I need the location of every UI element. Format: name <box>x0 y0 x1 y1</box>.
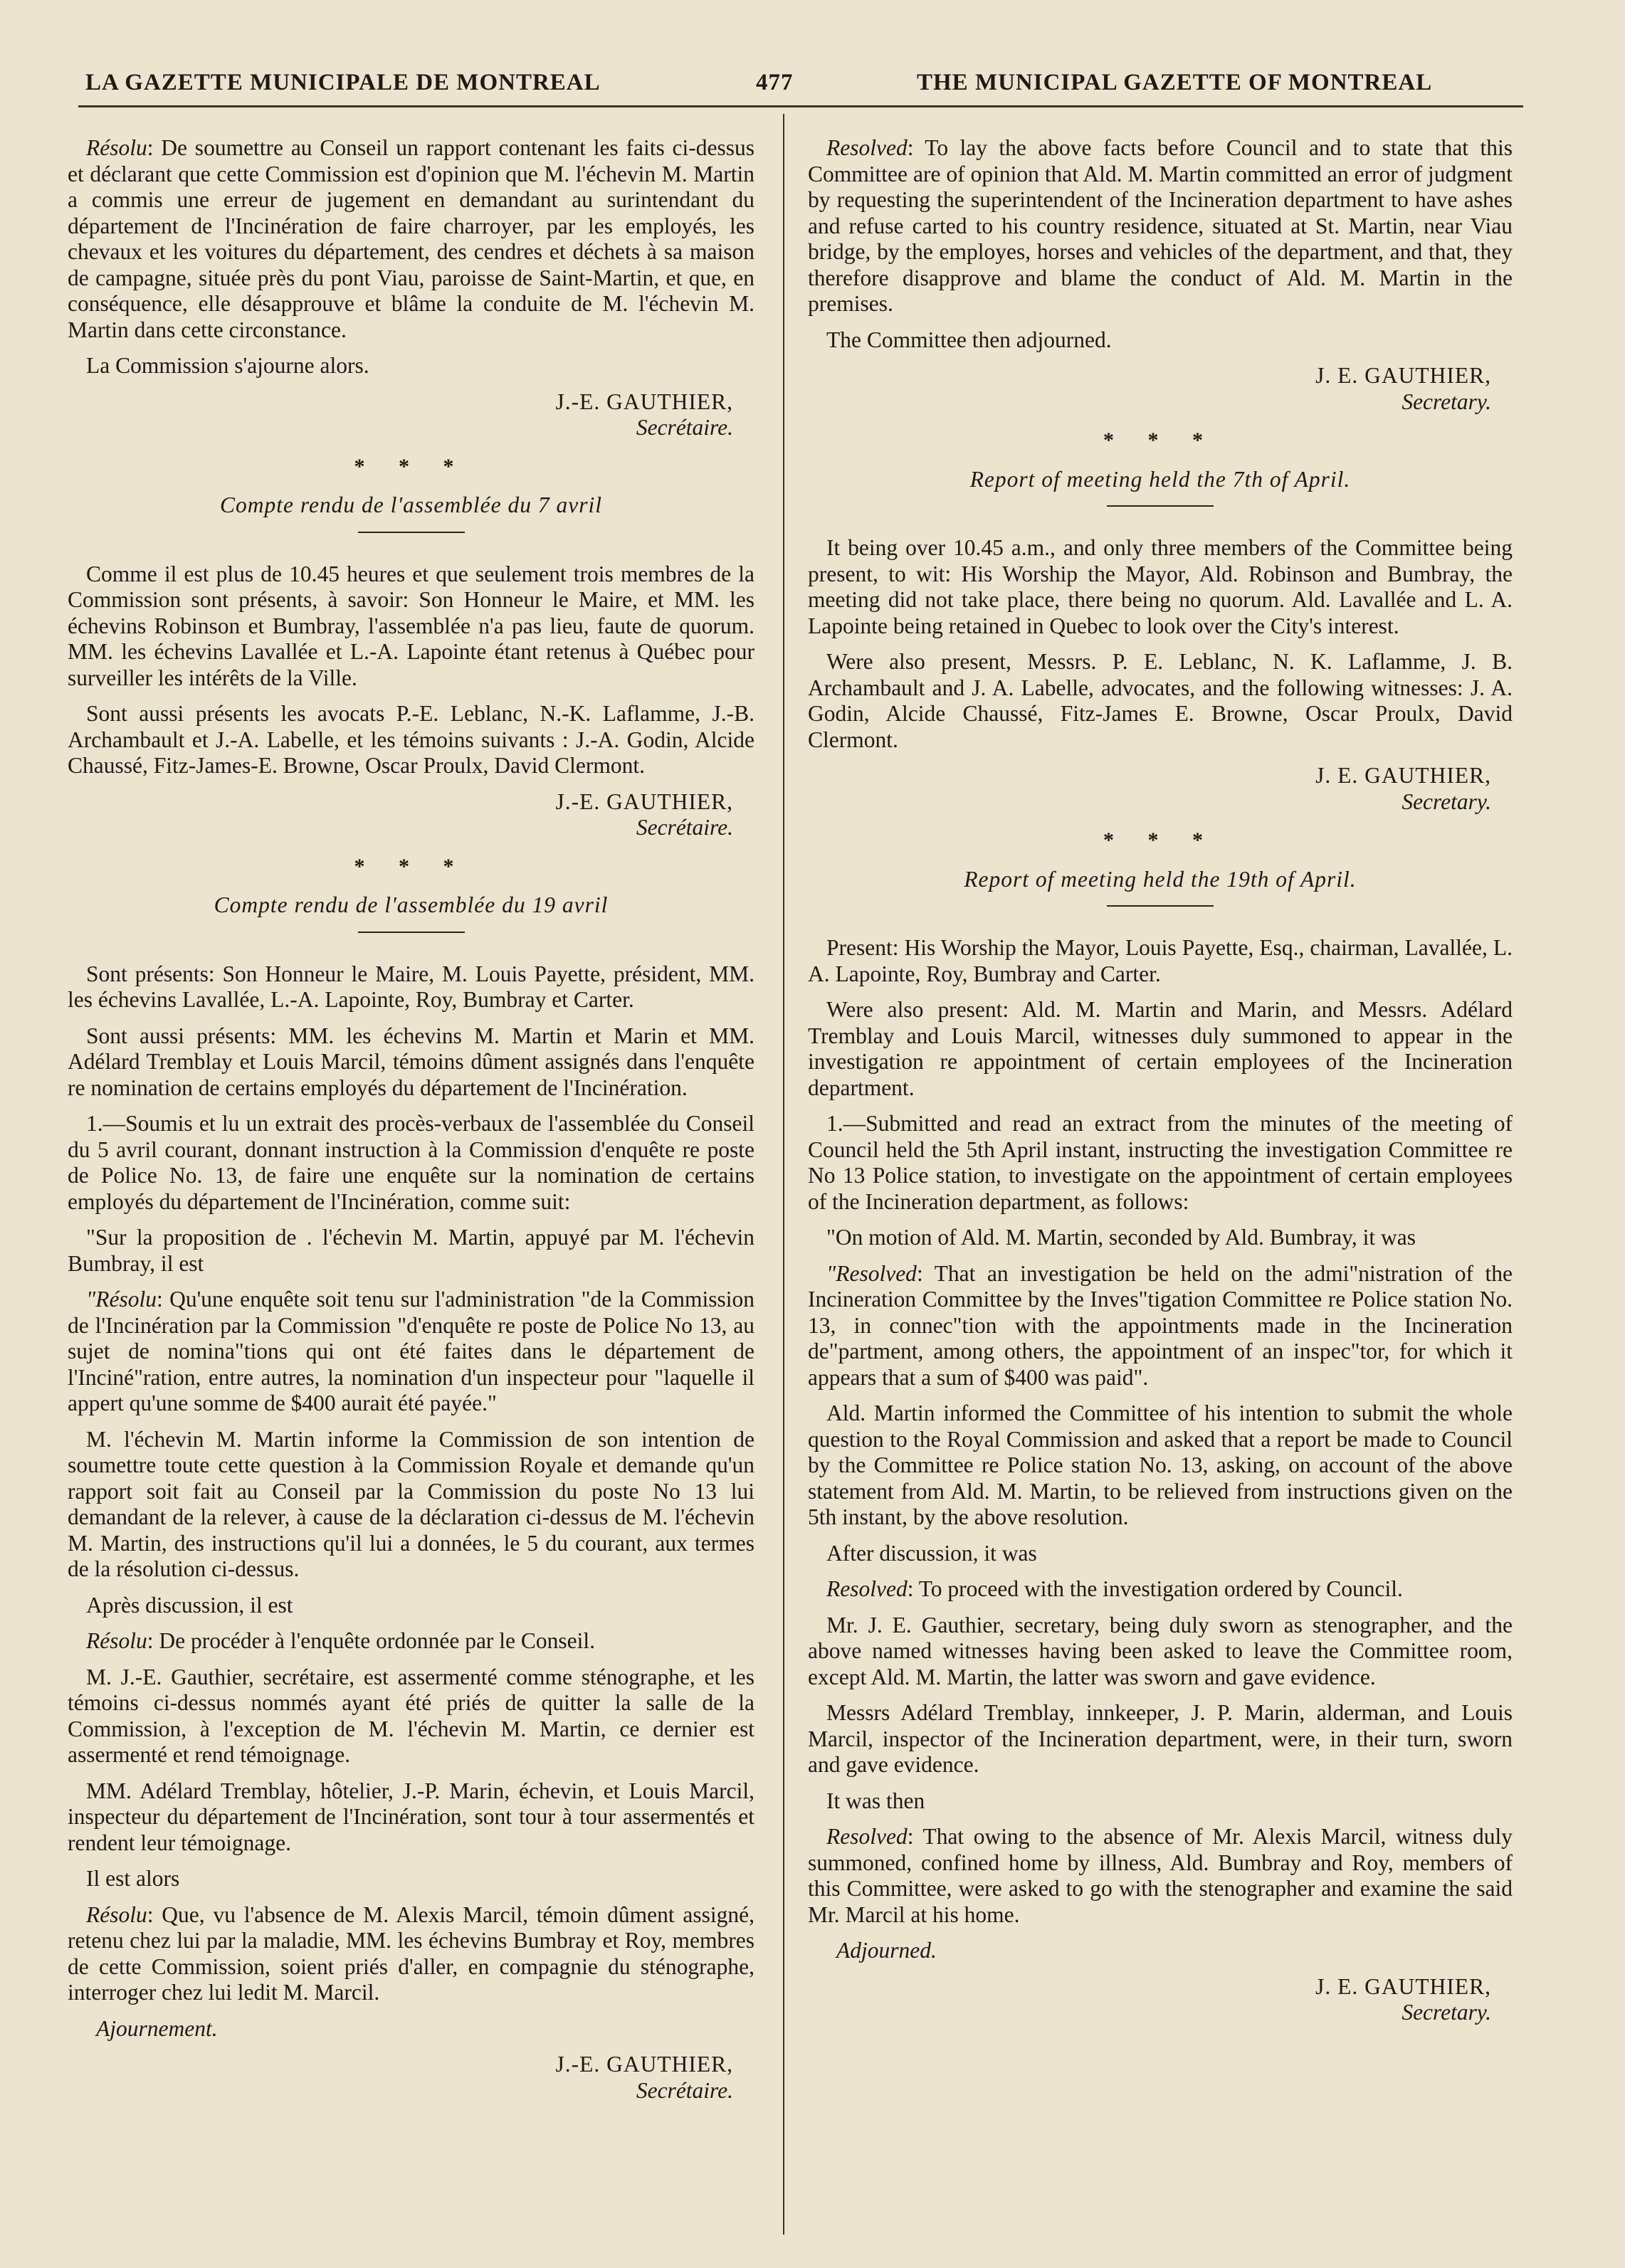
en-adjourned: Adjourned. <box>836 1938 937 1963</box>
fr-resolu-label-4: Résolu <box>86 1902 147 1927</box>
en-title-rule-2 <box>1107 905 1214 907</box>
fr-resolution-1-text: : De soumettre au Conseil un rapport contenant les faits ci-dessus et déclarant que cette Commission est d'opinion que M. l'échevin M. Martin a commis une erreur de jugement en demandant au surintendant du département de l'Incinération de faire charroyer, par les employés, les chevaux et les voitures du département, des cendres et déchets à sa maison de campagne, située près du pont Viau, paroisse de Saint-Martin, et que, en conséquence, elle désapprouve et blâme la conduite de M. l'échevin M. Martin dans cette circonstance. <box>68 135 754 342</box>
fr-ajournement: Ajournement. <box>96 2015 218 2041</box>
english-column <box>808 135 1513 2026</box>
fr-paragraph-present-1: Sont aussi présents les avocats P.-E. Leblanc, N.-K. Laflamme, J.-B. Archambault et J.-A. Labelle, et les témoins suivants : J.-A. Godin, Alcide Chaussé, Fitz-James-E. Browne, Oscar Proulx, David Clermont. <box>68 701 754 778</box>
en-resolved-label: Resolved <box>826 135 908 160</box>
en-resolved-marcil-text: : That owing to the absence of Mr. Alexis Marcil, witness duly summoned, confined home by illness, Ald. Bumbray and Roy, members of this Committee, were asked to go with the stenographer and examine the said Mr. Marcil at his home. <box>808 1824 1513 1927</box>
fr-resolu-label: Résolu <box>86 135 147 160</box>
en-paragraph-discussion: After discussion, it was <box>826 1540 1037 1566</box>
en-title-rule-1 <box>1107 505 1214 507</box>
fr-paragraph-martin-informs: M. l'échevin M. Martin informe la Commission de son intention de soumettre toute cette question à la Commission Royale et demande qu'un rapport soit fait au Conseil par la Commission du poste No 13 lui demandant de la relever, à cause de la déclaration ci-dessus de M. l'échevin M. Martin, des instructions qu'il lui a données, le 5 du courant, aux termes de la résolution ci-dessus. <box>68 1426 754 1581</box>
fr-title-rule-2 <box>358 932 465 933</box>
fr-paragraph-motion: "Sur la proposition de . l'échevin M. Martin, appuyé par M. l'échevin Bumbray, il est <box>68 1225 754 1276</box>
fr-signature-3-title: Secrétaire. <box>636 2077 733 2103</box>
fr-signature-1-title: Secrétaire. <box>636 415 733 440</box>
en-resolved-label-2: "Resolved <box>826 1260 917 1286</box>
en-paragraph-resolved-quote <box>808 1261 1513 1391</box>
en-resolved-label-3: Resolved <box>826 1576 908 1601</box>
fr-paragraph-resolu-quote <box>68 1287 754 1417</box>
en-signature-3-title: Secretary. <box>1402 2000 1491 2025</box>
en-signature-1-title: Secretary. <box>1402 389 1491 414</box>
fr-paragraph-discussion: Après discussion, il est <box>86 1592 293 1618</box>
en-resolved-label-4: Resolved <box>826 1824 908 1849</box>
en-paragraph-martin-informs: Ald. Martin informed the Committee of his intention to submit the whole question to the Royal Commission and asked that a report be made to Council by the Committee re Police station No. 13, asking, on account of the above statement from Ald. M. Martin, to be relieved from instructions given on the 5th instant, by the above resolution. <box>808 1401 1513 1529</box>
fr-paragraph-alors: Il est alors <box>86 1866 180 1891</box>
fr-resolu-proceed-text: : De procéder à l'enquête ordonnée par le Conseil. <box>147 1628 596 1653</box>
fr-paragraph-no-quorum: Comme il est plus de 10.45 heures et que seulement trois membres de la Commission sont présents, à savoir: Son Honneur le Maire, et MM. les échevins Robinson et Bumbray, l'assemblée n'a pas lieu, faute de quorum. MM. les échevins Lavallée et L.-A. Lapointe étant retenus à Québec pour surveiller les intérêts de la Ville. <box>68 561 754 690</box>
en-paragraph-no-quorum: It being over 10.45 a.m., and only three members of the Committee being present, to wit: His Worship the Mayor, Ald. Robinson and Bumbray, the meeting did not take place, there being no quorum. Ald. Lavallée and L. A. Lapointe being retained in Quebec to look over the City's interest. <box>808 535 1513 638</box>
fr-signature-1-name: J.-E. GAUTHIER, <box>555 389 733 414</box>
en-paragraph-sworn: Mr. J. E. Gauthier, secretary, being duly sworn as stenographer, and the above named witnesses having been asked to leave the Committee room, except Ald. M. Martin, the latter was sworn and gave evidence. <box>808 1612 1513 1689</box>
fr-adjourn-1: La Commission s'ajourne alors. <box>86 353 369 378</box>
en-signature-3-name: J. E. GAUTHIER, <box>1315 1973 1491 1999</box>
en-paragraph-resolved-marcil <box>808 1824 1513 1928</box>
en-paragraph-item-1: 1.—Submitted and read an extract from the minutes of the meeting of Council held the 5th April instant, instructing the investigation Committee re No 13 Police station, to investigate on the appointment of certain employees of the Incineration department, as follows: <box>808 1111 1513 1214</box>
fr-meeting-title-19-april: Compte rendu de l'assemblée du 19 avril <box>214 892 609 917</box>
en-signature-2-title: Secretary. <box>1402 788 1491 814</box>
en-separator-stars-2: * * * <box>1103 828 1217 852</box>
header-english-title: THE MUNICIPAL GAZETTE OF MONTREAL <box>917 70 1433 95</box>
fr-paragraph-resolu-proceed <box>68 1628 754 1655</box>
en-meeting-title-7-april: Report of meeting held the 7th of April. <box>969 466 1351 492</box>
fr-paragraph-present-2: Sont présents: Son Honneur le Maire, M. Louis Payette, président, MM. les échevins Lavallée, L.-A. Lapointe, Roy, Bumbray et Carter. <box>68 961 754 1012</box>
fr-title-rule-1 <box>358 532 465 533</box>
en-paragraph-present-3: Were also present: Ald. M. Martin and Marin, and Messrs. Adélard Tremblay and Louis Marcil, witnesses duly summoned to appear in the investigation re appointment of certain employees of the Incineration department. <box>808 997 1513 1100</box>
fr-paragraph-present-3: Sont aussi présents: MM. les échevins M. Martin et Marin et MM. Adélard Tremblay et Louis Marcil, témoins dûment assignés dans l'enquête re nomination de certains employés du département de l'Incinération. <box>68 1023 754 1100</box>
fr-meeting-title-7-april: Compte rendu de l'assemblée du 7 avril <box>220 492 602 517</box>
fr-resolu-quote-text: : Qu'une enquête soit tenu sur l'administration "de la Commission de l'Incinération par la Commission "d'enquête re poste de Police No 13, au sujet de nomina"tions qui ont été faites dans le département de l'Inciné"ration, entre autres, la nomination d'un inspecteur pour "laquelle il appert qu'une somme de $400 aurait été payée." <box>68 1287 754 1415</box>
en-signature-1-name: J. E. GAUTHIER, <box>1315 363 1491 388</box>
en-separator-stars-1: * * * <box>1103 428 1217 452</box>
en-paragraph-motion: "On motion of Ald. M. Martin, seconded by Ald. Bumbray, it was <box>826 1225 1416 1250</box>
en-signature-2-name: J. E. GAUTHIER, <box>1315 763 1491 788</box>
french-column <box>68 135 754 2104</box>
fr-signature-3-name: J.-E. GAUTHIER, <box>555 2052 733 2077</box>
en-paragraph-witnesses: Messrs Adélard Tremblay, innkeeper, J. P. Marin, alderman, and Louis Marcil, inspector of the Incineration department, were, in their turn, sworn and gave evidence. <box>808 1700 1513 1777</box>
header-rule <box>78 105 1523 107</box>
fr-resolution-1 <box>68 135 754 343</box>
fr-paragraph-sworn: M. J.-E. Gauthier, secrétaire, est assermenté comme sténographe, et les témoins ci-dessus nommés ayant été priés de quitter la salle de la Commission, à l'exception de M. l'échevin M. Martin, ce dernier est assermenté et rend témoignage. <box>68 1664 754 1767</box>
fr-resolu-label-2: "Résolu <box>86 1287 157 1312</box>
fr-paragraph-witnesses: MM. Adélard Tremblay, hôtelier, J.-P. Marin, échevin, et Louis Marcil, inspecteur du département de l'Incinération, sont tour à tour assermentés et rendent leur témoignage. <box>68 1778 754 1855</box>
en-resolution-1 <box>808 135 1513 317</box>
en-paragraph-present-1: Were also present, Messrs. P. E. Leblanc, N. K. Laflamme, J. B. Archambault and J. A. Labelle, advocates, and the following witnesses: J. A. Godin, Alcide Chaussé, Fitz-James E. Browne, Oscar Proulx, David Clermont. <box>808 649 1513 752</box>
en-paragraph-then: It was then <box>826 1788 925 1813</box>
fr-separator-stars-2: * * * <box>354 854 468 878</box>
fr-paragraph-resolu-marcil <box>68 1902 754 2006</box>
page-number: 477 <box>756 70 794 95</box>
header-french-title: LA GAZETTE MUNICIPALE DE MONTREAL <box>85 70 601 95</box>
en-paragraph-present-2: Present: His Worship the Mayor, Louis Payette, Esq., chairman, Lavallée, L. A. Lapointe, Roy, Bumbray and Carter. <box>808 935 1513 986</box>
fr-resolu-label-3: Résolu <box>86 1628 147 1653</box>
en-paragraph-resolved-proceed <box>808 1576 1513 1603</box>
en-resolution-1-text: : To lay the above facts before Council and to state that this Committee are of opinion that Ald. M. Martin committed an error of judgment by requesting the superintendent of the Incineration department to have ashes and refuse carted to his country residence, situated at St. Martin, near Viau bridge, by the employes, horses and vehicles of the department, and that, they therefore disapprove and blame the conduct of Ald. M. Martin in the premises. <box>808 135 1513 316</box>
column-divider <box>783 114 784 2235</box>
fr-separator-stars-1: * * * <box>354 454 468 478</box>
fr-resolu-marcil-text: : Que, vu l'absence de M. Alexis Marcil, témoin dûment assigné, retenu chez lui par la maladie, MM. les échevins Bumbray et Roy, membres de cette Commission, soient priés d'aller, en compagnie du sténographe, interroger chez lui ledit M. Marcil. <box>68 1902 754 2005</box>
fr-signature-2-title: Secrétaire. <box>636 815 733 840</box>
en-resolved-quote-text: : That an investigation be held on the admi"nistration of the Incineration Committee by the Inves"tigation Committee re Police station No. 13, in connec"tion with the appointments made in the Incineration de"partment, among others, the appointment of an inspec"tor, for which it appears that a sum of $400 was paid". <box>808 1260 1513 1390</box>
fr-signature-2-name: J.-E. GAUTHIER, <box>555 788 733 814</box>
en-resolved-proceed-text: : To proceed with the investigation ordered by Council. <box>907 1576 1403 1601</box>
en-meeting-title-19-april: Report of meeting held the 19th of April. <box>964 866 1357 892</box>
fr-paragraph-item-1: 1.—Soumis et lu un extrait des procès-verbaux de l'assemblée du Conseil du 5 avril courant, donnant instruction à la Commission d'enquête re poste de Police No. 13, de faire une enquête sur la nomination de certains employés du département de l'Incinération, comme suit: <box>68 1111 754 1214</box>
en-adjourn-1: The Committee then adjourned. <box>826 327 1112 352</box>
